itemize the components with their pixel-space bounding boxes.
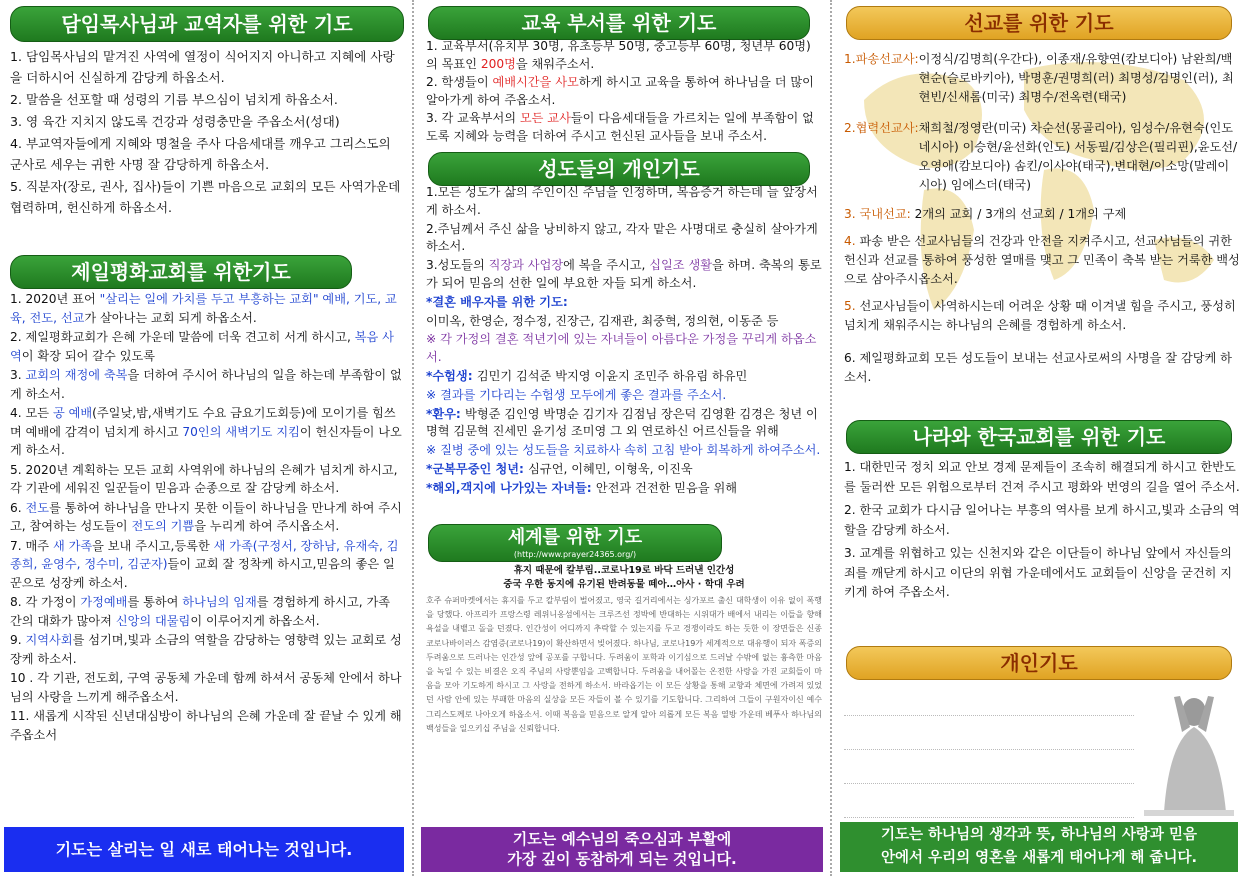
- patients: *환우: 박형준 김인영 박명순 김기자 김점님 장은덕 김영환 김경은 청년 이명혁 김문혁 진세민 윤기성 조미영 그 외 연로하신 어르신들을 위해: [426, 406, 818, 439]
- mission-prayer-list: [844, 50, 1240, 388]
- nation-prayer-list: [844, 458, 1240, 604]
- overseas-children: *해외,객지에 나가있는 자녀들: 안전과 건전한 믿음을 위해: [426, 480, 738, 495]
- exam-students: *수험생: 김민기 김석준 박지영 이윤지 조민주 하유림 하유민: [426, 368, 748, 383]
- list-item: 6. 제일평화교회 모든 성도들이 보내는 선교사로써의 사명을 잘 감당케 하소서.: [844, 351, 1232, 384]
- list-item: 1. 교육부서(유치부 30명, 유초등부 50명, 중고등부 60명, 청년부 60명)의 목표인 200명을 채워주소서.: [426, 39, 811, 71]
- marriage-heading: *결혼 배우자를 위한 기도:: [426, 294, 568, 309]
- list-item: 4. 부교역자들에게 지혜와 명철을 주사 다음세대를 깨우고 그리스도의 군사로 세우는 귀한 사명 잘 감당하게 하옵소서.: [10, 136, 391, 172]
- footer-quote-green: 기도는 하나님의 생각과 뜻, 하나님의 사랑과 믿음 안에서 우리의 영혼을 새롭게 태어나게 해 줍니다.: [840, 822, 1238, 872]
- patients-note: ※ 질병 중에 있는 성도들을 치료하사 속히 고침 받아 회복하게 하여주소서.: [426, 443, 821, 458]
- list-item: 3. 교계를 위협하고 있는 신천지와 같은 이단들이 하나님 앞에서 자신들의 죄를 깨닫게 하시고 이단의 위협 가운데에서도 교회들이 신앙을 굳건히 지키게 하여 주옵소서.: [844, 546, 1233, 599]
- column-divider: [412, 0, 414, 876]
- exam-note: ※ 결과를 기다리는 수험생 모두에게 좋은 결과를 주소서.: [426, 387, 727, 402]
- list-item: 2. 말씀을 선포할 때 성령의 기름 부으심이 넘치게 하옵소서.: [10, 92, 338, 107]
- list-item: 2. 협력선교사: 채희철/정영란(미국) 차순선(몽골리아), 임성수/유현숙(인도네시아) 이승현/윤선화(인도) 서동필/김상은(필리핀),윤도선/오영애(캄보디아) 솜킨/이사야(태국),변대현/이소망(말레이시아) 임에스더(태국): [844, 121, 1238, 192]
- list-item: 2. 제일평화교회가 은혜 가운데 말씀에 더욱 견고히 서게 하시고, 복음 사역이 확장 되어 갈수 있도록: [10, 330, 394, 363]
- world-prayer-body: 호주 슈퍼마켓에서는 휴지를 두고 칼부림이 벌어졌고, 영국 길거리에서는 싱가포르 출신 대학생이 이유 없이 폭행을 당했다. 아프리카 프랑스령 레위니옹섬에서는 크루즈선 정박에 반대하는 시위대가 배에서 내리는 이들을 향해 욕설을 내뱉고 돌을 던졌다. 인간성이 어디까지 추락할 수 있는지를 두고 경쟁이라도 하는 듯한 이 장면들은 신종 코로나바이러스 감염증(코로나19)이 확산하면서 빚어졌다. 하나님, 코로나19가 세계적으로 대유행이 되자 폭증의 두려움으로 드러나는 인간성 앞에 공포를 구합니다. 두려움이 포학과 이기심으로 드러날 수밖에 없는 흉측한 마음을 녹일 수 있는 비결은 오직 주님의 사랑뿐임을 고백합니다. 두려움을 내어몰는 온전한 사랑을 가진 교회들이 마음을 모아 기도하게 하시고 그 사랑을 전하게 하소서. 바라옵기는 이 모든 상황을 통해 교향과 체면에 가려져 있었던 사람 안에 있는 부패한 마음의 실상을 모든 자들이 볼 수 있기를 기도합니다. 그리하여 그들이 구원자이신 예수 그리스도께로 나아오게 하옵소서. 이때 복음을 믿음으로 알게 알아 의롭게 모든 복음 열방 가운데 베푸사 하나님의 백성들을 일으키십 주님을 신뢰합니다.: [426, 596, 822, 733]
- column-mission-nation: [834, 0, 1242, 876]
- footer-quote-blue: 기도는 살리는 일 새로 태어나는 것입니다.: [4, 827, 404, 872]
- list-item: 1. 2020년 표어 "살리는 일에 가치를 두고 부흥하는 교회" 예배, 기도, 교육, 전도, 선교가 살아나는 교회 되게 하옵소서.: [10, 292, 397, 325]
- marriage-names: 이미옥, 한영순, 정수정, 진장근, 김재관, 최중혁, 정의현, 이동준 등: [426, 313, 779, 328]
- writing-line: [844, 750, 1134, 784]
- list-item: 8. 각 가정이 가정예배를 통하여 하나님의 임재를 경험하게 하시고, 가족 간의 대화가 많아져 신앙의 대물림이 이루어지게 하옵소서.: [10, 595, 391, 628]
- banner-pastor-prayer: 담임목사님과 교역자를 위한 기도: [10, 6, 404, 42]
- list-item: 2. 한국 교회가 다시금 일어나는 부흥의 역사를 보게 하시고,빛과 소금의 역할을 감당케 하소서.: [844, 503, 1240, 537]
- list-item: 3. 영 육간 지치지 않도록 건강과 성령충만을 주옵소서(성대): [10, 114, 340, 129]
- marriage-note: ※ 각 가정의 결혼 적년기에 있는 자녀들이 아름다운 가정을 꾸리게 하옵소서.: [426, 332, 817, 365]
- writing-line: [844, 682, 1134, 716]
- banner-personal-members: 성도들의 개인기도: [428, 152, 810, 186]
- banner-world-prayer: 세계를 위한 기도 (http://www.prayer24365.org/): [428, 524, 722, 562]
- list-item: 5. 2020년 계획하는 모든 교회 사역위에 하나님의 은혜가 넘치게 하시고, 각 기관에 세워진 일꾼들이 믿음과 순종으로 잘 감당케 하소서.: [10, 462, 398, 495]
- column-education-members: [416, 0, 826, 876]
- list-item: 1. 대한민국 정치 외교 안보 경제 문제들이 조속히 해결되게 하시고 한반도를 둘러싼 모든 위험으로부터 건져 주시고 평화와 번영의 길을 열어 주소서.: [844, 460, 1240, 494]
- military-youth: *군복무중인 청년: 심규언, 이혜민, 이형욱, 이진욱: [426, 461, 693, 476]
- education-prayer-list: [426, 38, 822, 147]
- list-item: 3.성도들의 직장과 사업장에 복을 주시고, 십일조 생활을 하며. 축복의 통로가 되어 믿음의 선한 일에 부요한 자들 되게 하소서.: [426, 258, 822, 290]
- list-item: 5. 직분자(장로, 권사, 집사)들이 기쁜 마음으로 교회의 모든 사역가운데 협력하며, 헌신하게 하옵소서.: [10, 179, 401, 215]
- pastor-prayer-list: [10, 46, 402, 219]
- list-item: 3. 국내선교: 2개의 교회 / 3개의 선교회 / 1개의 구제: [844, 207, 1127, 221]
- column-pastor-church: [0, 0, 410, 876]
- banner-education-prayer: 교육 부서를 위한 기도: [428, 6, 810, 40]
- personal-prayer-lines: [844, 682, 1134, 818]
- list-item: 6. 전도를 통하여 하나님을 만나지 못한 이들이 하나님을 만나게 하여 주시고, 참여하는 성도들이 전도의 기쁨을 누리게 하여 주시옵소서.: [10, 500, 402, 533]
- world-headline: 휴지 때문에 칼부림..코로나19로 바닥 드러낸 인간성 중국 우한 동지에 유기된 반려동물 떼아…아사 · 학대 우려: [503, 565, 745, 590]
- list-item: 3. 교회의 재정에 축복을 더하여 주시어 하나님의 일을 하는데 부족함이 없게 하소서.: [10, 368, 402, 401]
- list-item: 3. 각 교육부서의 모든 교사들이 다음세대들을 가르치는 일에 부족함이 없도록 지혜와 능력을 더하여 주시고 헌신된 교사들을 보내 주소서.: [426, 111, 814, 143]
- banner-mission-prayer: 선교를 위한 기도: [846, 6, 1232, 40]
- church-prayer-list: [10, 290, 402, 745]
- list-item: 1. 파송선교사: 이정식/김명희(우간다), 이종재/유향연(캄보디아) 남완희/백현순(슬로바키아), 박명훈/권명희(러) 최명성/김명인(러), 최현빈/신새롬(미국) 최명수/전옥련(태국): [844, 52, 1234, 104]
- writing-line: [844, 716, 1134, 750]
- footer-quote-purple: 기도는 예수님의 죽으심과 부활에 가장 깊이 동참하게 되는 것입니다.: [421, 827, 823, 872]
- list-item: 4. 모든 공 예배(주일낮,밤,새벽기도 수요 금요기도회등)에 모이기를 힘쓰며 예배에 감격이 넘치게 하시고 70인의 새벽기도 지킴이 헌신자들이 나오게 하소서.: [10, 406, 402, 457]
- banner-nation-prayer: 나라와 한국교회를 위한 기도: [846, 420, 1232, 454]
- members-prayer-list: [426, 184, 822, 499]
- praying-figure-icon: [1134, 682, 1234, 818]
- list-item: 11. 새롭게 시작된 신년대심방이 하나님의 은혜 가운데 잘 끝날 수 있게 해 주옵소서: [10, 709, 402, 742]
- list-item: 9. 지역사회를 섬기며,빛과 소금의 역할을 감당하는 영향력 있는 교회로 성장케 하소서.: [10, 633, 402, 666]
- writing-line: [844, 784, 1134, 818]
- banner-church-prayer: 제일평화교회를 위한기도: [10, 255, 352, 289]
- list-item: 7. 매주 새 가족을 보내 주시고,등록한 새 가족(구정서, 장하남, 유재숙, 김종희, 윤영수, 정수미, 김군자)들이 교회 잘 정착케 하시고,믿음의 좋은 일꾼으로 성장케 하소서.: [10, 538, 399, 590]
- list-item: 2. 학생들이 예배시간을 사모하게 하시고 교육을 통하여 하나님을 더 많이 알아가게 하여 주옵소서.: [426, 75, 814, 107]
- list-item: 5. 선교사님들이 사역하시는데 어려운 상황 때 이겨낼 힘을 주시고, 풍성히 넘치게 채워주시는 하나님의 은혜를 경험하게 하소서.: [844, 299, 1236, 332]
- list-item: 2.주님께서 주신 삶을 낭비하지 않고, 각자 맡은 사명대로 충실히 살아가게 하소서.: [426, 221, 818, 254]
- list-item: 1.모든 성도가 삶의 주인이신 주님을 인정하며, 복음증거 하는데 늘 앞장서게 하소서.: [426, 185, 818, 217]
- list-item: 4. 파송 받은 선교사님들의 건강과 안전을 지켜주시고, 선교사님들의 귀한 헌신과 선교를 통하여 풍성한 열매를 맺고 그 민족이 축복 받는 거룩한 백성으로 삼아주시옵소서.: [844, 234, 1240, 286]
- list-item: 10 . 각 기관, 전도회, 구역 공동체 가운데 함께 하셔서 공동체 안에서 하나님의 사랑을 느끼게 해주옵소서.: [10, 671, 402, 704]
- banner-personal-prayer: 개인기도: [846, 646, 1232, 680]
- list-item: 1. 담임목사님의 맡겨진 사역에 열정이 식어지지 아니하고 지혜에 사랑을 더하시어 신실하게 감당케 하옵소서.: [10, 49, 395, 85]
- column-divider: [830, 0, 832, 876]
